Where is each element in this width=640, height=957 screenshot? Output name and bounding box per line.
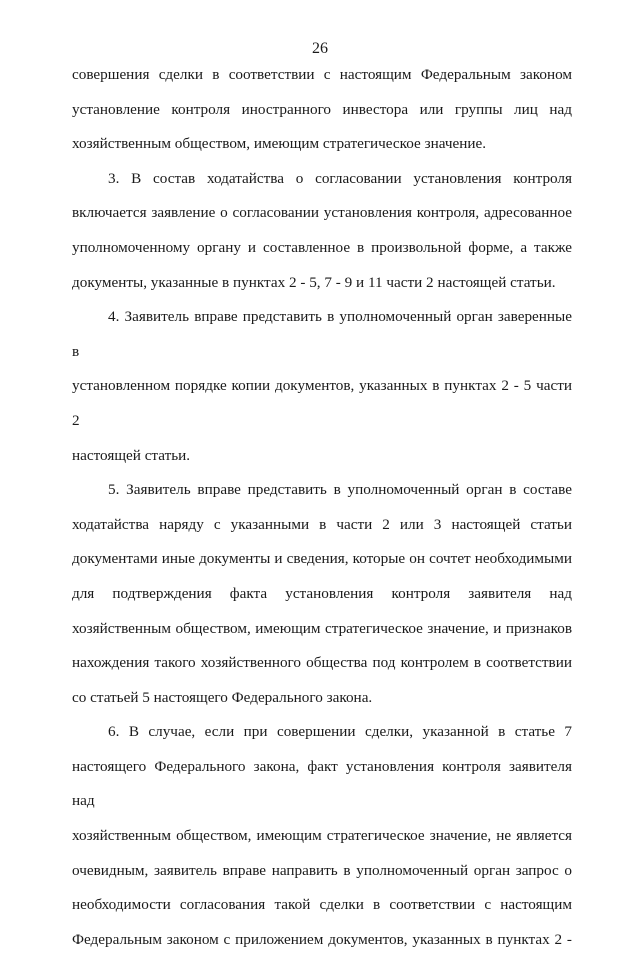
paragraph-first-line: 4. Заявитель вправе представить в уполномоченный орган заверенные в — [72, 308, 572, 360]
paragraph-first-line: 6. В случае, если при совершении сделки, указанной в статье 7 — [108, 723, 572, 741]
text-line: для подтверждения факта установления контроля заявителя над — [72, 584, 572, 602]
text-line: настоящей статьи. — [72, 446, 191, 464]
text-line: Федеральным законом с приложением документов, указанных в пунктах 2 - — [72, 930, 572, 948]
text-line: хозяйственным обществом, имеющим стратегическое значение, и признаков — [72, 619, 572, 637]
text-line: необходимости согласования такой сделки в соответствии с настоящим — [72, 896, 572, 914]
text-line: уполномоченному органу и составленное в произвольной форме, а также — [72, 238, 572, 256]
paragraph-first-line: 5. Заявитель вправе представить в уполномоченный орган в составе — [108, 481, 572, 499]
page-number: 26 — [312, 40, 328, 57]
text-line: хозяйственным обществом, имеющим стратегическое значение, не является — [72, 827, 572, 845]
text-line: установление контроля иностранного инвестора или группы лиц над — [72, 100, 572, 118]
text-line: установленном порядке копии документов, указанных в пунктах 2 - 5 части 2 — [72, 377, 572, 429]
text-line: очевидным, заявитель вправе направить в уполномоченный орган запрос о — [72, 861, 572, 879]
text-line: хозяйственным обществом, имеющим стратегическое значение. — [72, 135, 487, 153]
text-line: совершения сделки в соответствии с настоящим Федеральным законом — [72, 66, 572, 83]
paragraph-first-line: 3. В состав ходатайства о согласовании установления контроля — [108, 169, 572, 187]
text-line: документы, указанные в пунктах 2 - 5, 7 - 9 и 11 части 2 настоящей статьи. — [72, 273, 556, 291]
text-line: ходатайства наряду с указанными в части 2 или 3 настоящей статьи — [72, 515, 572, 533]
text-line: документами иные документы и сведения, которые он сочтет необходимыми — [72, 550, 572, 568]
text-line: со статьей 5 настоящего Федерального закона. — [72, 688, 373, 706]
text-line: включается заявление о согласовании установления контроля, адресованное — [72, 204, 572, 222]
text-line: нахождения такого хозяйственного общества под контролем в соответствии — [72, 654, 572, 672]
text-line: настоящего Федерального закона, факт установления контроля заявителя над — [72, 757, 572, 810]
document-body — [72, 58, 572, 957]
